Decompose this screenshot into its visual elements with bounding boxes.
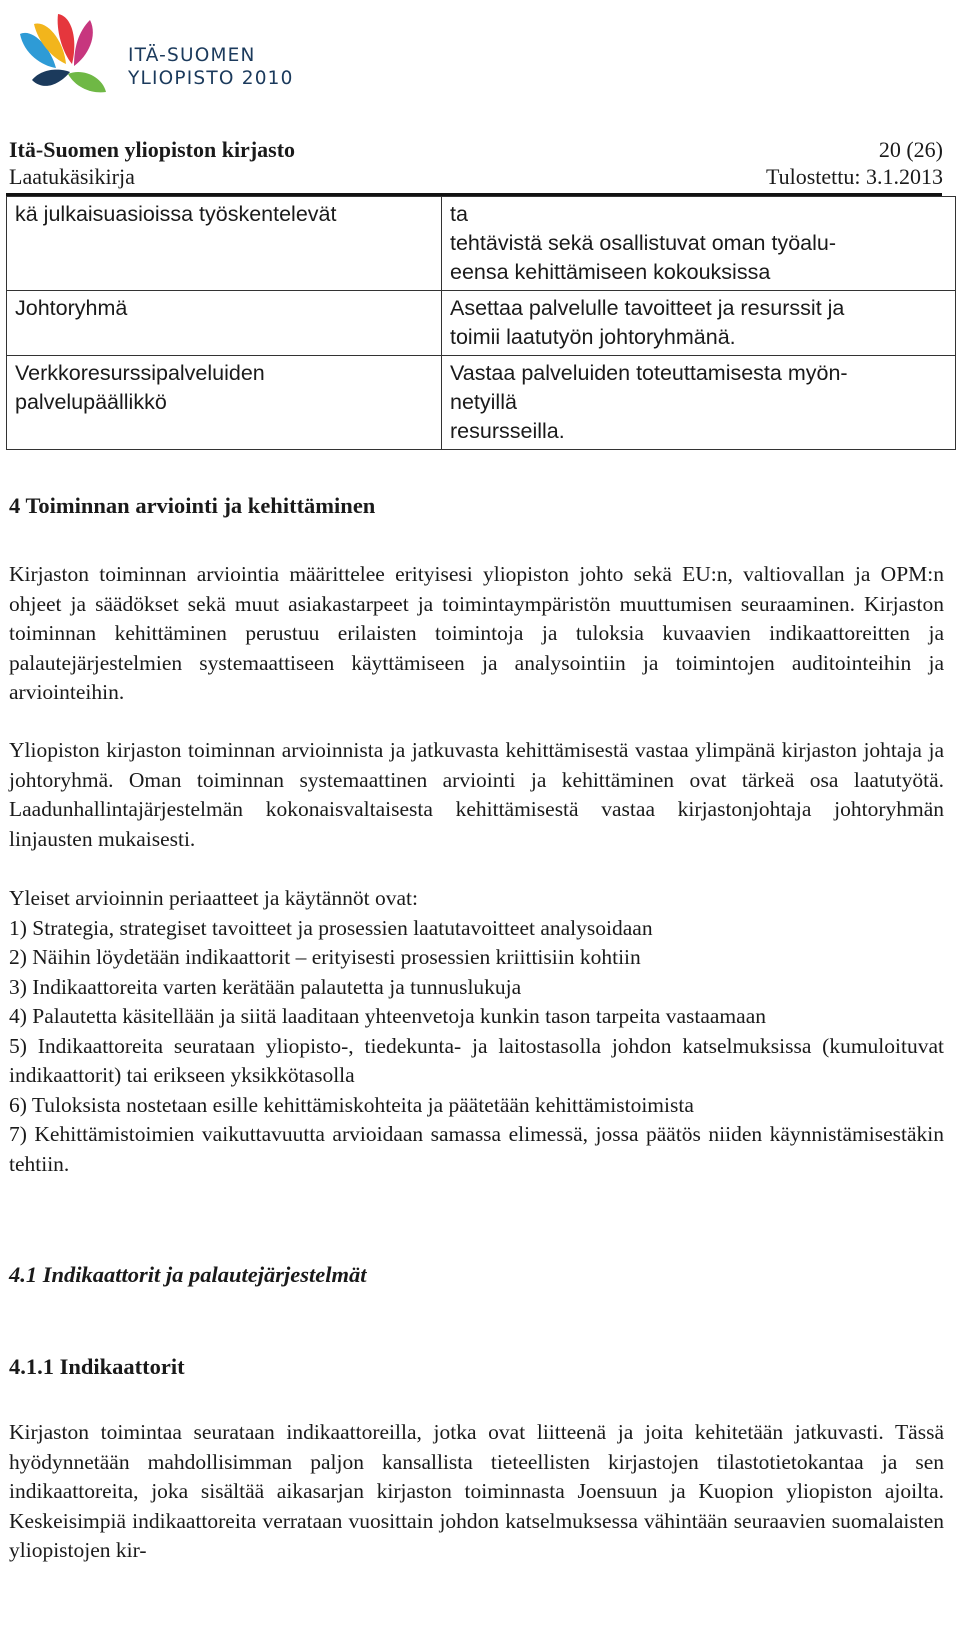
list-item: 3) Indikaattoreita varten kerätään palautetta ja tunnuslukuja xyxy=(9,974,522,999)
description-line: Asettaa palvelulle tavoitteet ja resurssit ja xyxy=(450,296,845,320)
role-text: Verkkoresurssipalveluiden xyxy=(15,361,265,385)
logo-line-2: YLIOPISTO 2010 xyxy=(128,68,294,89)
role-text: kä julkaisuasioissa työskentelevät xyxy=(15,202,337,226)
table-row xyxy=(7,356,956,450)
header-printed-date: Tulostettu: 3.1.2013 xyxy=(765,164,943,189)
list-item: 6) Tuloksista nostetaan esille kehittämiskohteita ja päätetään kehittämistoimista xyxy=(9,1092,694,1117)
role-cell xyxy=(7,197,442,291)
description-cell xyxy=(442,291,956,356)
section-4-heading: 4 Toiminnan arviointi ja kehittäminen xyxy=(9,493,376,518)
logo-wordmark xyxy=(128,44,294,90)
header-row-2 xyxy=(9,164,943,190)
list-item: 2) Näihin löydetään indikaattorit – erityisesti prosessien kriittisiin kohtiin xyxy=(9,945,641,969)
section-4-1-1-paragraph xyxy=(9,1418,944,1566)
header-page-number: 20 (26) xyxy=(878,137,943,162)
logo-mark-icon xyxy=(12,6,122,106)
section-4-1-1-heading: 4.1.1 Indikaattorit xyxy=(9,1354,185,1379)
description-line: resursseilla. xyxy=(450,419,565,443)
role-cell xyxy=(7,291,442,356)
paragraph-text: Kirjaston toimintaa seurataan indikaattoreilla, jotka ovat liitteenä ja joita kehitetään jatkuvasti. Tässä hyödynnetään mahdollisimman paljon kansallista tieteellisten kirjastojen tilastotietokantaa ja sen indikaattoreita, joka sisältää aikasarjan kirjaston toiminnasta Joensuun ja Kuopion yliopiston ajoilta. Keskeisimpiä indikaattoreita verrataan vuosittain johdon katselmuksessa vähintään seuraavien suomalaisten yliopistojen kir- xyxy=(9,1420,944,1562)
description-line: Vastaa palveluiden toteuttamisesta myön- xyxy=(450,361,848,385)
paragraph-text: Kirjaston toiminnan arviointia määrittelee erityisesi yliopiston johto sekä EU:n, valtiovallan ja OPM:n ohjeet ja säädökset sekä muut asiakastarpeet ja toimintaympäristön muuttumisen seuraaminen. Kirjaston toiminnan kehittäminen perustuu erilaisten toimintoja ja tuloksia kuvaavien indikaattoreitten ja palautejärjestelmien systemaattiseen käyttämiseen ja analysointiin ja toimintojen auditointeihin ja arviointeihin. xyxy=(9,562,944,704)
role-text: palvelupäällikkö xyxy=(15,390,167,414)
list-item: 5) Indikaattoreita seurataan yliopisto-, tiedekunta- ja laitostasolla johdon katselmuksissa (kumuloituvat indikaattorit) tai erikseen yksikkötasolla xyxy=(9,1033,944,1087)
description-cell xyxy=(442,356,956,450)
university-logo xyxy=(12,6,312,106)
list-item: 4) Palautetta käsitellään ja siitä laaditaan yhteenvetoja kunkin tason tarpeita vastaamaan xyxy=(9,1004,766,1028)
roles-table xyxy=(6,196,956,450)
section-4-paragraph-1 xyxy=(9,560,944,708)
principles-list xyxy=(9,884,944,1179)
table-row xyxy=(7,197,956,291)
description-line: tehtävistä sekä osallistuvat oman työalu- xyxy=(450,231,837,255)
paragraph-text: Yliopiston kirjaston toiminnan arvioinnista ja jatkuvasta kehittämisestä vastaa ylimpänä kirjaston johtaja ja johtoryhmä. Oman toiminnan systemaattinen arviointi ja kehittäminen ovat tärkeä osa laatutyötä. Laadunhallintajärjestelmän kokonaisvaltaisesta kehittämisestä vastaa kirjastonjohtaja johtoryhmän linjausten mukaisesti. xyxy=(9,738,944,851)
list-intro: Yleiset arvioinnin periaatteet ja käytännöt ovat: xyxy=(9,886,418,910)
list-item: 1) Strategia, strategiset tavoitteet ja prosessien laatutavoitteet analysoidaan xyxy=(9,915,653,940)
section-4-paragraph-2 xyxy=(9,736,944,854)
description-line: ta xyxy=(450,202,468,226)
table-row xyxy=(7,291,956,356)
list-item: 7) Kehittämistoimien vaikuttavuutta arvioidaan samassa elimessä, jossa päätös niiden käynnistämisestäkin tehtiin. xyxy=(9,1122,944,1176)
header-org: Itä-Suomen yliopiston kirjasto xyxy=(9,137,296,162)
description-cell xyxy=(442,197,956,291)
section-4-1-heading: 4.1 Indikaattorit ja palautejärjestelmät xyxy=(9,1262,367,1287)
description-line: eensa kehittämiseen kokouksissa xyxy=(450,260,771,284)
header-row-1 xyxy=(9,137,943,163)
logo-line-1: ITÄ-SUOMEN xyxy=(128,45,256,66)
description-line: netyillä xyxy=(450,390,517,414)
header-doc-type: Laatukäsikirja xyxy=(9,164,135,189)
role-text: Johtoryhmä xyxy=(15,296,128,320)
description-line: toimii laatutyön johtoryhmänä. xyxy=(450,325,736,349)
role-cell xyxy=(7,356,442,450)
